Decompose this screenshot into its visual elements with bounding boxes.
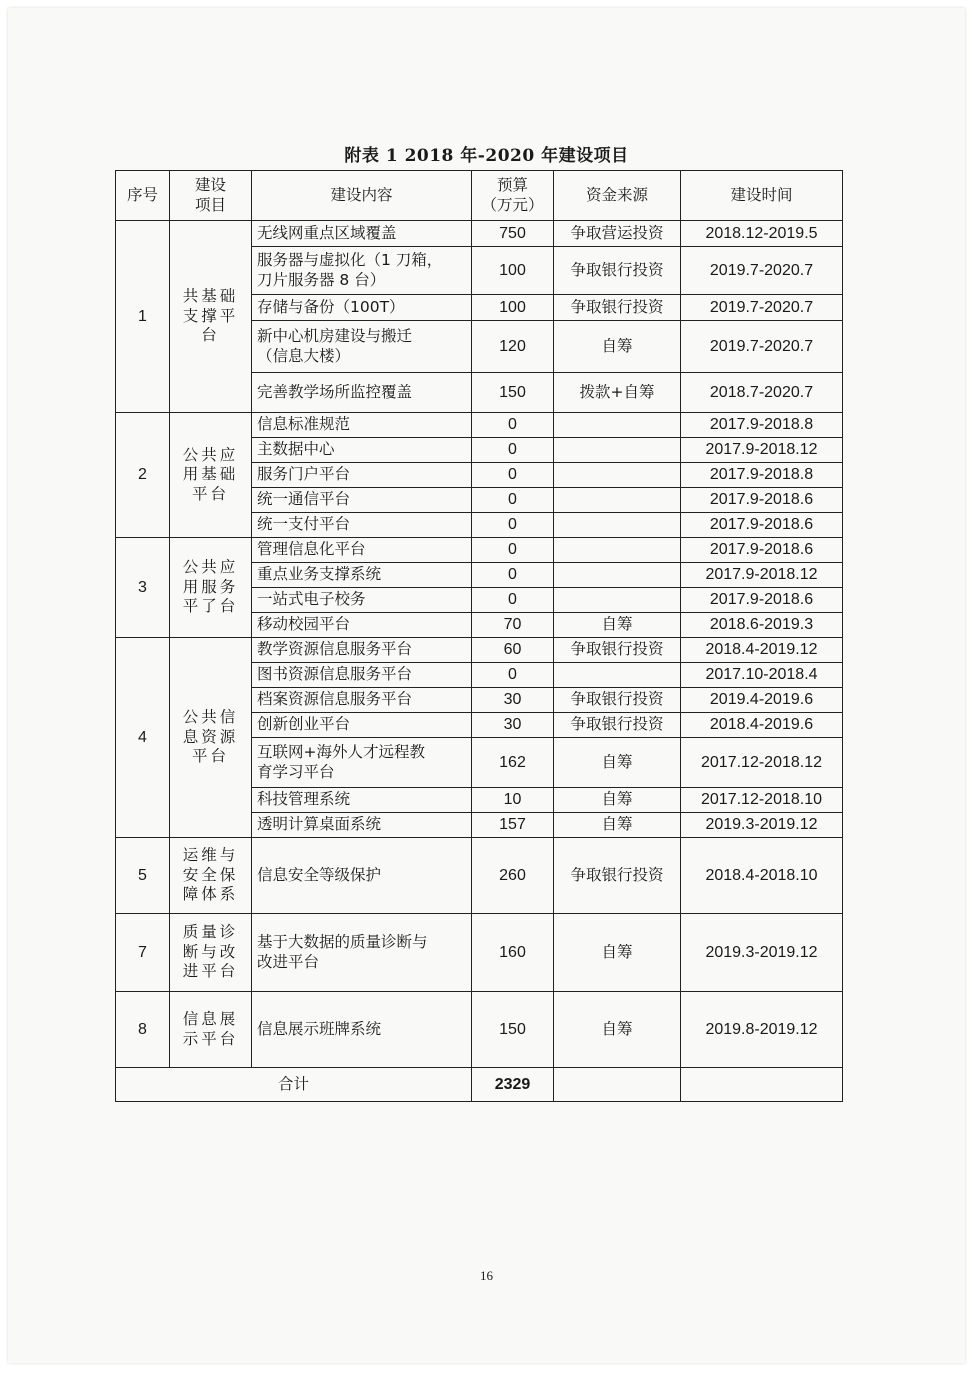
cell-budget: 157 — [472, 813, 554, 838]
cell-content: 图书资源信息服务平台 — [252, 663, 472, 688]
cell-content: 存储与备份（100T） — [252, 295, 472, 321]
table-row — [116, 221, 843, 247]
cell-seq: 8 — [116, 992, 170, 1068]
cell-time: 2017.9-2018.12 — [681, 563, 843, 588]
cell-content: 创新创业平台 — [252, 713, 472, 738]
cell-seq: 7 — [116, 914, 170, 992]
cell-time: 2019.7-2020.7 — [681, 321, 843, 373]
cell-content: 信息安全等级保护 — [252, 838, 472, 914]
cell-time: 2017.12-2018.10 — [681, 788, 843, 813]
cell-budget: 70 — [472, 613, 554, 638]
cell-time: 2018.7-2020.7 — [681, 373, 843, 413]
cell-budget: 750 — [472, 221, 554, 247]
cell-budget: 150 — [472, 992, 554, 1068]
header-time: 建设时间 — [681, 171, 843, 221]
table-row — [116, 992, 843, 1068]
cell-time: 2019.4-2019.6 — [681, 688, 843, 713]
page-number: 16 — [480, 1268, 493, 1283]
cell-source: 争取银行投资 — [554, 713, 681, 738]
cell-budget: 150 — [472, 373, 554, 413]
cell-budget: 100 — [472, 295, 554, 321]
cell-seq: 2 — [116, 413, 170, 538]
cell-source: 自筹 — [554, 992, 681, 1068]
cell-source — [554, 663, 681, 688]
cell-content: 教学资源信息服务平台 — [252, 638, 472, 663]
cell-time: 2019.7-2020.7 — [681, 247, 843, 295]
cell-time: 2017.9-2018.6 — [681, 588, 843, 613]
cell-time: 2017.10-2018.4 — [681, 663, 843, 688]
cell-time: 2018.12-2019.5 — [681, 221, 843, 247]
cell-budget: 0 — [472, 438, 554, 463]
cell-source: 自筹 — [554, 613, 681, 638]
cell-budget: 120 — [472, 321, 554, 373]
header-budget: 预算 （万元） — [472, 171, 554, 221]
table-row — [116, 914, 843, 992]
cell-source: 争取银行投资 — [554, 638, 681, 663]
cell-item: 共基础 支撑平 台 — [170, 221, 252, 413]
document-page — [8, 8, 965, 1363]
cell-time: 2017.9-2018.6 — [681, 538, 843, 563]
cell-time: 2017.9-2018.6 — [681, 513, 843, 538]
cell-budget: 162 — [472, 738, 554, 788]
cell-time: 2019.3-2019.12 — [681, 813, 843, 838]
cell-time: 2018.6-2019.3 — [681, 613, 843, 638]
cell-time: 2017.9-2018.8 — [681, 413, 843, 438]
cell-source: 自筹 — [554, 914, 681, 992]
cell-budget: 100 — [472, 247, 554, 295]
header-seq: 序号 — [116, 171, 170, 221]
cell-content: 基于大数据的质量诊断与 改进平台 — [252, 914, 472, 992]
cell-content: 信息标准规范 — [252, 413, 472, 438]
cell-source — [554, 588, 681, 613]
cell-content: 服务器与虚拟化（1 刀箱， 刀片服务器 8 台） — [252, 247, 472, 295]
cell-content: 新中心机房建设与搬迁 （信息大楼） — [252, 321, 472, 373]
cell-time: 2017.9-2018.6 — [681, 488, 843, 513]
cell-seq: 5 — [116, 838, 170, 914]
table-total-row — [116, 1068, 843, 1102]
cell-source — [554, 538, 681, 563]
cell-content: 统一支付平台 — [252, 513, 472, 538]
cell-source — [554, 563, 681, 588]
cell-budget: 10 — [472, 788, 554, 813]
header-content: 建设内容 — [252, 171, 472, 221]
cell-time: 2017.9-2018.12 — [681, 438, 843, 463]
cell-source: 争取银行投资 — [554, 247, 681, 295]
cell-time: 2018.4-2019.6 — [681, 713, 843, 738]
cell-source — [554, 488, 681, 513]
table-row — [116, 413, 843, 438]
cell-time: 2019.8-2019.12 — [681, 992, 843, 1068]
cell-source: 自筹 — [554, 738, 681, 788]
cell-budget: 0 — [472, 538, 554, 563]
cell-item: 信息展 示平台 — [170, 992, 252, 1068]
cell-budget: 0 — [472, 563, 554, 588]
cell-content: 服务门户平台 — [252, 463, 472, 488]
cell-content: 重点业务支撑系统 — [252, 563, 472, 588]
cell-budget: 260 — [472, 838, 554, 914]
cell-content: 移动校园平台 — [252, 613, 472, 638]
cell-time: 2019.3-2019.12 — [681, 914, 843, 992]
header-source: 资金来源 — [554, 171, 681, 221]
cell-source: 争取银行投资 — [554, 688, 681, 713]
table-row — [116, 638, 843, 663]
cell-seq: 1 — [116, 221, 170, 413]
header-item: 建设 项目 — [170, 171, 252, 221]
table-row — [116, 838, 843, 914]
cell-item: 公共应 用基础 平台 — [170, 413, 252, 538]
cell-source — [554, 438, 681, 463]
cell-item: 公共应 用服务 平了台 — [170, 538, 252, 638]
cell-time: 2017.9-2018.8 — [681, 463, 843, 488]
cell-source: 自筹 — [554, 788, 681, 813]
cell-source — [554, 513, 681, 538]
cell-item: 质量诊 断与改 进平台 — [170, 914, 252, 992]
total-time — [681, 1068, 843, 1102]
cell-time: 2018.4-2019.12 — [681, 638, 843, 663]
cell-content: 统一通信平台 — [252, 488, 472, 513]
cell-time: 2018.4-2018.10 — [681, 838, 843, 914]
cell-budget: 0 — [472, 663, 554, 688]
cell-content: 主数据中心 — [252, 438, 472, 463]
cell-budget: 0 — [472, 463, 554, 488]
cell-content: 互联网+海外人才远程教 育学习平台 — [252, 738, 472, 788]
cell-seq: 4 — [116, 638, 170, 838]
cell-content: 一站式电子校务 — [252, 588, 472, 613]
project-table — [115, 170, 843, 1102]
cell-budget: 30 — [472, 713, 554, 738]
cell-content: 管理信息化平台 — [252, 538, 472, 563]
document-title: 附表 1 2018 年-2020 年建设项目 — [344, 146, 629, 166]
cell-content: 无线网重点区域覆盖 — [252, 221, 472, 247]
cell-source — [554, 463, 681, 488]
cell-source: 争取银行投资 — [554, 295, 681, 321]
cell-item: 公共信 息资源 平台 — [170, 638, 252, 838]
cell-content: 科技管理系统 — [252, 788, 472, 813]
cell-content: 透明计算桌面系统 — [252, 813, 472, 838]
table-header-row — [116, 171, 843, 221]
cell-budget: 60 — [472, 638, 554, 663]
cell-budget: 30 — [472, 688, 554, 713]
cell-budget: 0 — [472, 513, 554, 538]
cell-time: 2019.7-2020.7 — [681, 295, 843, 321]
cell-source — [554, 413, 681, 438]
cell-source: 争取银行投资 — [554, 838, 681, 914]
total-budget: 2329 — [472, 1068, 554, 1102]
cell-budget: 0 — [472, 588, 554, 613]
cell-seq: 3 — [116, 538, 170, 638]
cell-source: 拨款+自筹 — [554, 373, 681, 413]
cell-budget: 160 — [472, 914, 554, 992]
total-label: 合计 — [116, 1068, 472, 1102]
cell-content: 完善教学场所监控覆盖 — [252, 373, 472, 413]
cell-source: 自筹 — [554, 321, 681, 373]
cell-content: 信息展示班牌系统 — [252, 992, 472, 1068]
cell-budget: 0 — [472, 413, 554, 438]
cell-source: 自筹 — [554, 813, 681, 838]
cell-budget: 0 — [472, 488, 554, 513]
cell-time: 2017.12-2018.12 — [681, 738, 843, 788]
table-row — [116, 538, 843, 563]
total-source — [554, 1068, 681, 1102]
cell-source: 争取营运投资 — [554, 221, 681, 247]
cell-item: 运维与 安全保 障体系 — [170, 838, 252, 914]
cell-content: 档案资源信息服务平台 — [252, 688, 472, 713]
